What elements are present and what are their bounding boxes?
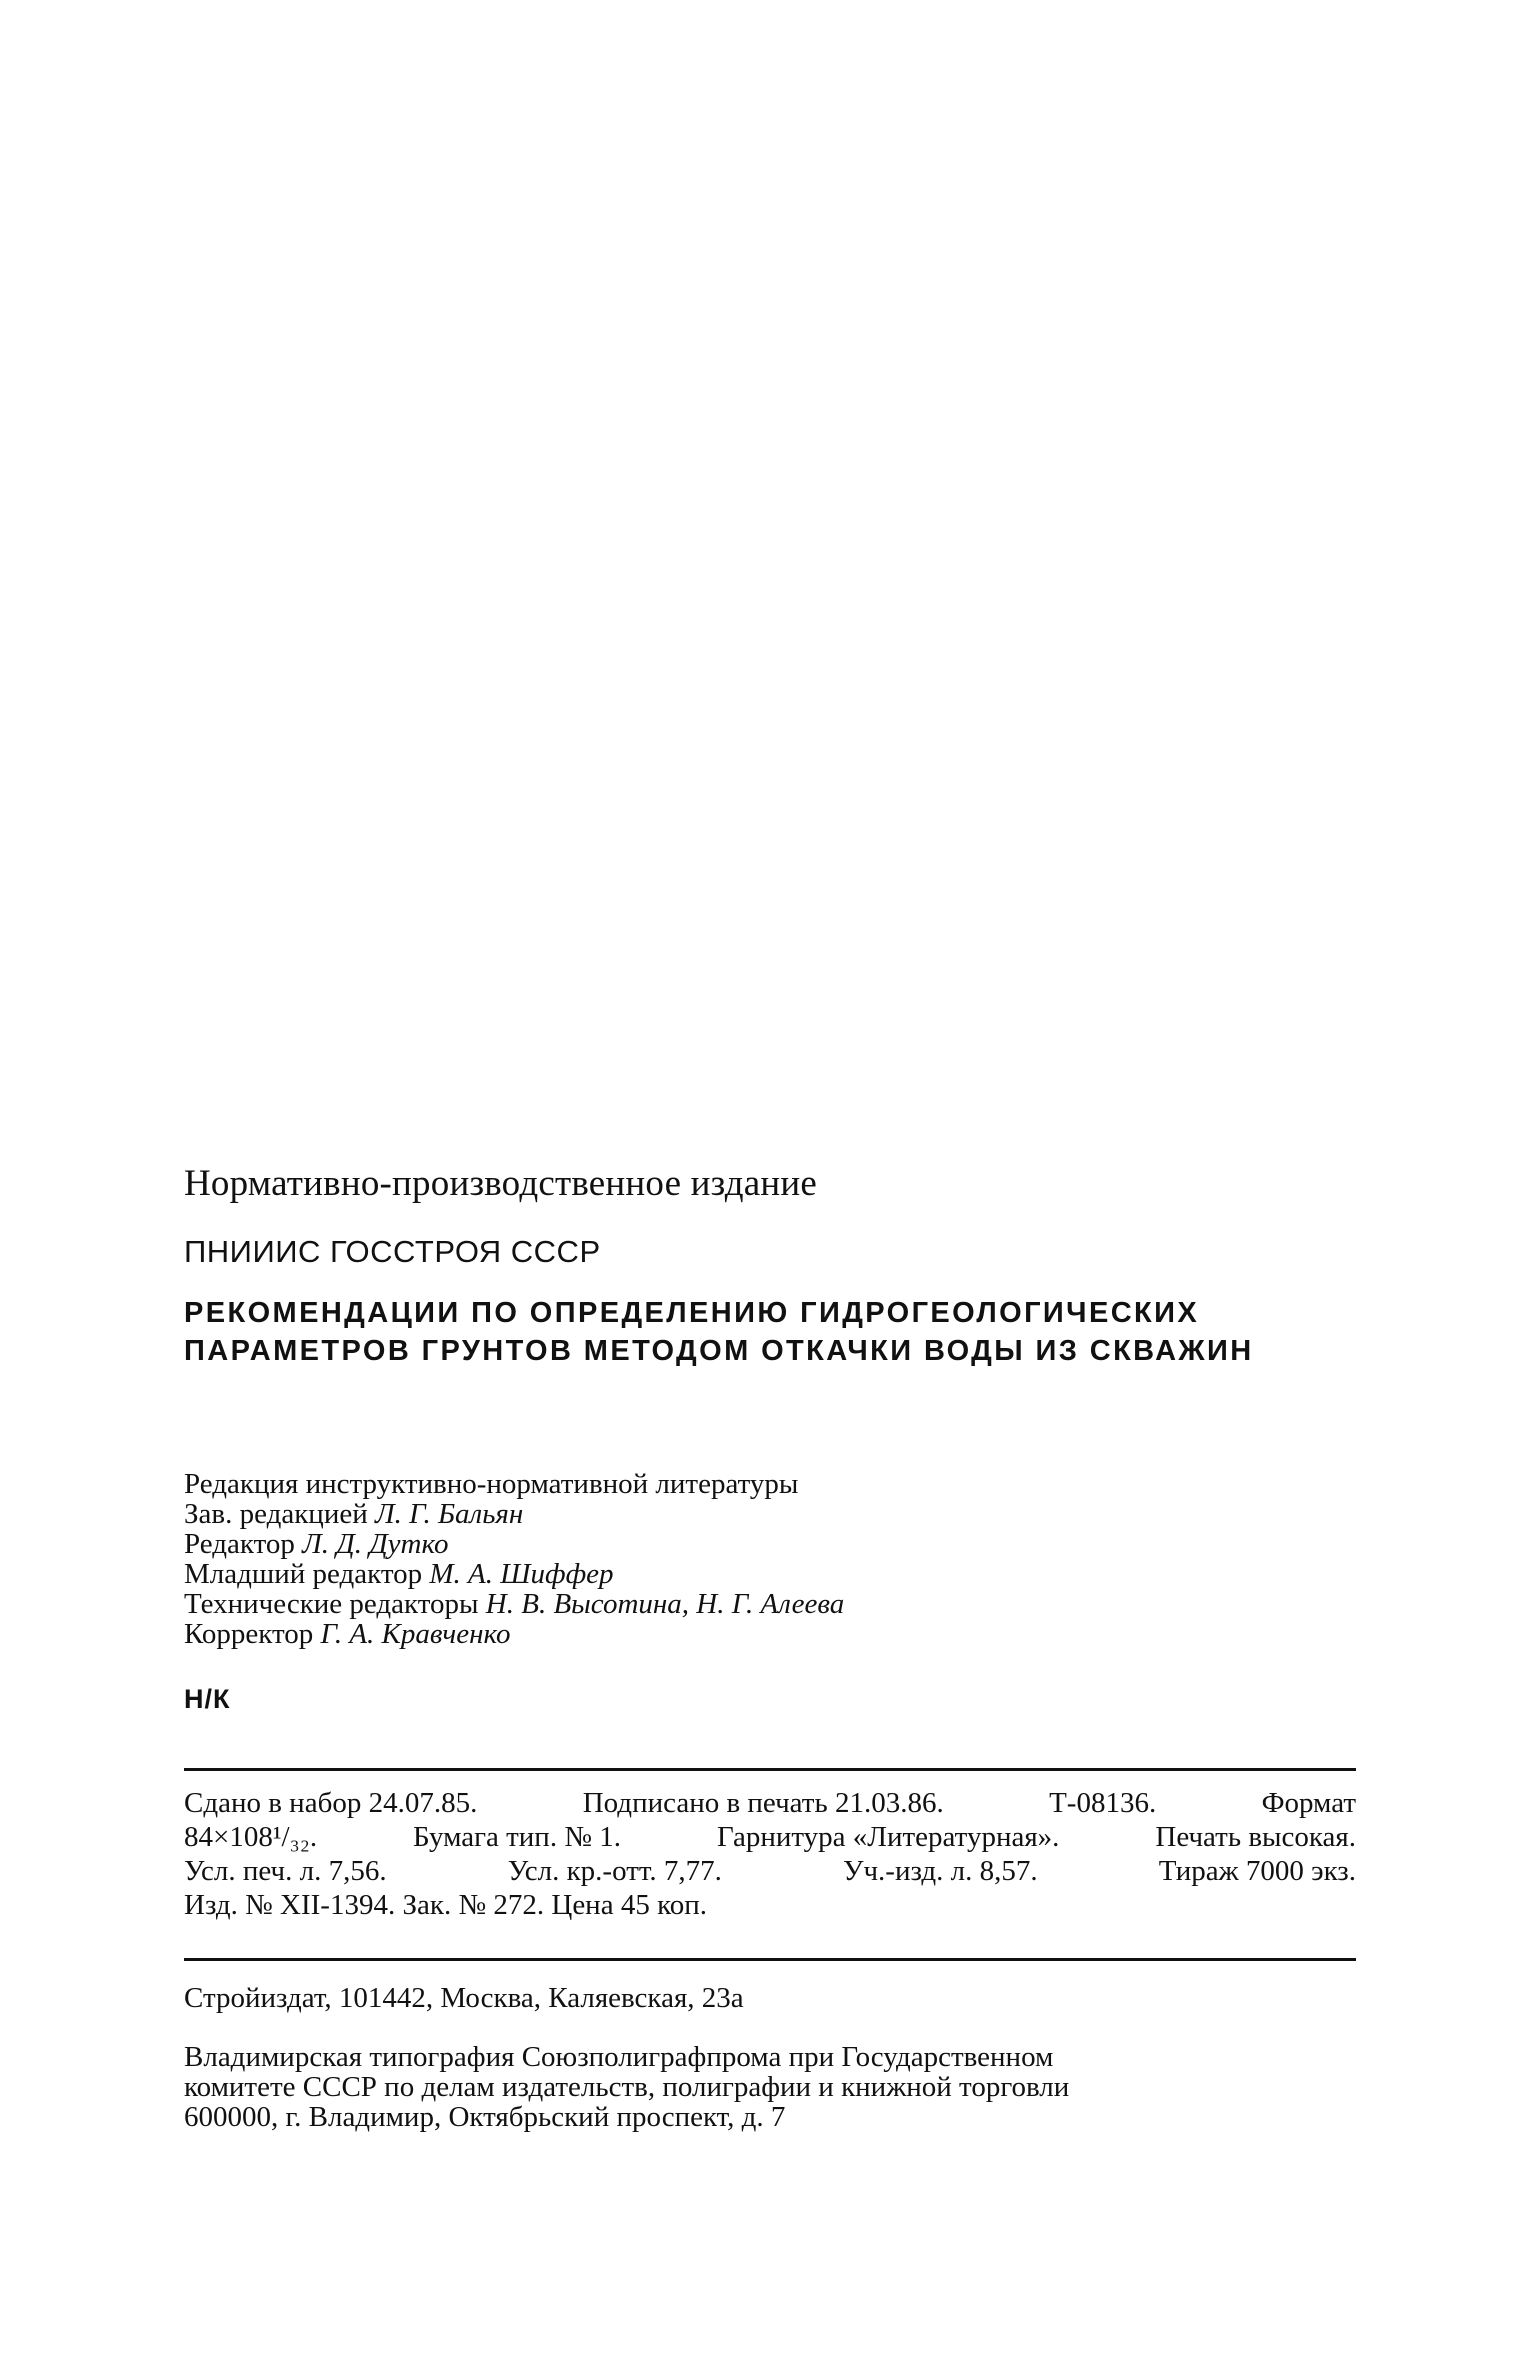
- imprint-paper: Бумага тип. № 1.: [413, 1821, 621, 1853]
- publisher-address: Стройиздат, 101442, Москва, Каляевская, 23а: [184, 1982, 744, 2014]
- imprint-format-label: Формат: [1261, 1787, 1356, 1819]
- imprint-order-price: Изд. № XII-1394. Зак. № 272. Цена 45 коп.: [184, 1889, 707, 1921]
- imprint-typeset-date: Сдано в набор 24.07.85.: [184, 1787, 478, 1819]
- imprint-format-value: 84×108¹/₃₂.: [184, 1821, 318, 1853]
- imprint-color-impressions: Усл. кр.-отт. 7,77.: [507, 1855, 722, 1887]
- printer-line-3-text: 600000, г. Владимир, Октябрьский проспект, д. 7: [184, 2101, 786, 2133]
- head-editor-name: Л. Г. Бальян: [374, 1498, 524, 1530]
- editor-label: Редактор: [184, 1528, 295, 1560]
- document-title: [184, 1294, 1254, 1370]
- credits-proofreader: [184, 1619, 844, 1649]
- edition-type: Нормативно-производственное издание: [184, 1163, 818, 1204]
- editorial-credits: [184, 1469, 844, 1649]
- imprint-line-3: [184, 1854, 1356, 1888]
- bottom-divider: [184, 1958, 1356, 1961]
- top-divider: [184, 1768, 1356, 1771]
- imprint-typeface: Гарнитура «Литературная».: [716, 1821, 1060, 1853]
- junior-editor-name: М. А. Шиффер: [429, 1558, 614, 1590]
- imprint-publisher-sheets: Уч.-изд. л. 8,57.: [842, 1855, 1038, 1887]
- printer-line-1-text: Владимирская типография Союзполиграфпрома при Государственном: [184, 2041, 1054, 2073]
- credits-junior-editor: [184, 1559, 844, 1589]
- credits-editor: [184, 1529, 844, 1559]
- printer-line-1: [184, 2042, 1356, 2072]
- credits-department: Редакция инструктивно-нормативной литературы: [184, 1468, 799, 1500]
- printer-line-3: [184, 2102, 1356, 2132]
- imprint-line-1: [184, 1786, 1356, 1820]
- title-line-2: ПАРАМЕТРОВ ГРУНТОВ МЕТОДОМ ОТКАЧКИ ВОДЫ ИЗ СКВАЖИН: [184, 1335, 1254, 1367]
- imprint-line-2: [184, 1820, 1356, 1854]
- credits-technical-editors: [184, 1589, 844, 1619]
- proofreader-label: Корректор: [184, 1618, 314, 1650]
- title-line-1: РЕКОМЕНДАЦИИ ПО ОПРЕДЕЛЕНИЮ ГИДРОГЕОЛОГИЧЕСКИХ: [184, 1297, 1200, 1329]
- institute-name: ПНИИИС ГОССТРОЯ СССР: [184, 1234, 601, 1269]
- imprint-print-method: Печать высокая.: [1155, 1821, 1356, 1853]
- head-editor-label: Зав. редакцией: [184, 1498, 368, 1530]
- technical-editors-label: Технические редакторы: [184, 1588, 479, 1620]
- printer-info: [184, 2042, 1356, 2132]
- imprint-print-run: Тираж 7000 экз.: [1158, 1855, 1356, 1887]
- junior-editor-label: Младший редактор: [184, 1558, 423, 1590]
- editor-name: Л. Д. Дутко: [302, 1528, 449, 1560]
- imprint-code: Т-08136.: [1049, 1787, 1157, 1819]
- proofreader-name: Г. А. Кравченко: [320, 1618, 511, 1650]
- credits-head-editor: [184, 1499, 844, 1529]
- printer-line-2: [184, 2072, 1356, 2102]
- printing-imprint: [184, 1786, 1356, 1922]
- nk-mark: Н/К: [184, 1684, 231, 1714]
- imprint-print-sheets: Усл. печ. л. 7,56.: [184, 1855, 387, 1887]
- imprint-line-4: [184, 1888, 1356, 1922]
- imprint-signed-date: Подписано в печать 21.03.86.: [582, 1787, 944, 1819]
- technical-editors-names: Н. В. Высотина, Н. Г. Алеева: [485, 1588, 845, 1620]
- printer-line-2-text: комитете СССР по делам издательств, полиграфии и книжной торговли: [184, 2071, 1070, 2103]
